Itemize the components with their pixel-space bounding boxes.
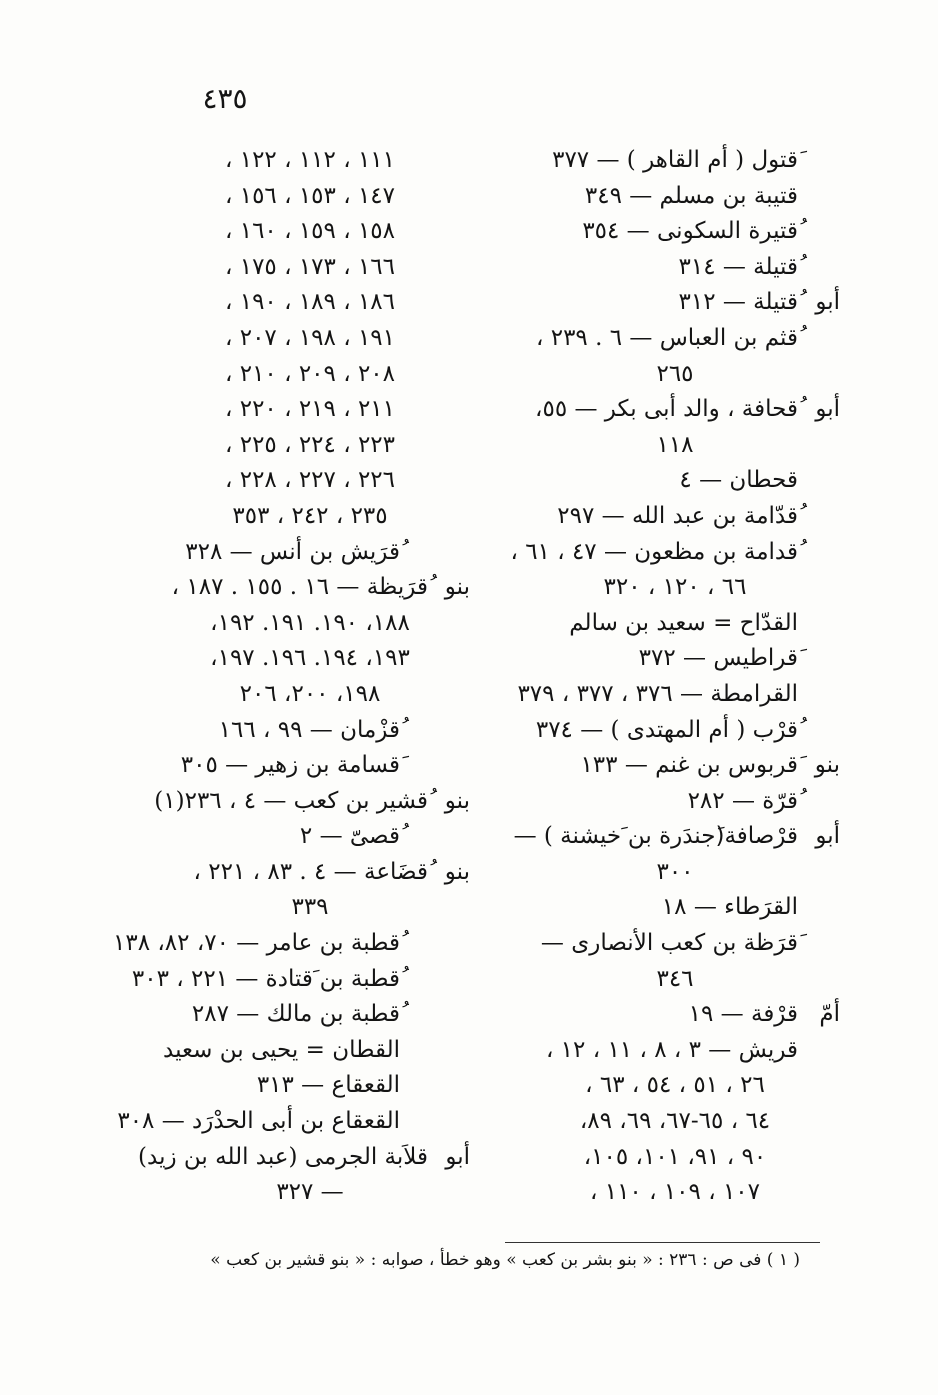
entry-text: ٢١١ ، ٢١٩ ، ٢٢٠ ،	[224, 396, 395, 423]
index-entry	[150, 250, 470, 286]
index-entry	[150, 392, 470, 428]
entry-text: القدّاح = سعيد بن سالم	[569, 609, 798, 636]
index-entry	[510, 214, 840, 250]
index-entry	[510, 1140, 840, 1176]
index-entry	[510, 677, 840, 713]
index-entry	[510, 713, 840, 749]
index-entry	[510, 250, 840, 286]
entry-text: ١٠٧ ، ١٠٩ ، ١١٠ ،	[589, 1179, 760, 1206]
index-entry	[150, 499, 470, 535]
entry-prefix: أبو	[815, 289, 840, 316]
index-entry	[510, 1175, 840, 1211]
entry-text: ُقرْب ( أم المهتدى ) — ٣٧٤	[535, 716, 798, 743]
entry-text: ُقحافة ، والد أبى بكر — ٥٥،	[535, 396, 798, 423]
entry-text: القرامطة — ٣٧٦ ، ٣٧٧ ، ٣٧٩	[517, 680, 798, 707]
entry-text: ُقتيرة السكونى — ٣٥٤	[582, 218, 798, 245]
entry-text: ٣٣٩	[291, 894, 329, 921]
index-entry	[510, 997, 840, 1033]
index-entry	[150, 819, 470, 855]
entry-text: ٦٦ ، ١٢٠ ، ٣٢٠	[603, 574, 747, 601]
entry-text: ١١١ ، ١١٢ ، ١٢٢ ،	[224, 147, 395, 173]
entry-text: قتيبة بن مسلم — ٣٤٩	[584, 182, 798, 209]
entry-text: ُقصىّ — ٢	[299, 823, 400, 850]
index-entry	[150, 890, 470, 926]
index-entry	[510, 357, 840, 393]
entry-text: ُقتيلة — ٣١٢	[678, 289, 798, 316]
entry-text: ١٦٦ ، ١٧٣ ، ١٧٥ ،	[224, 253, 395, 280]
index-entry	[150, 1068, 470, 1104]
index-entry	[510, 784, 840, 820]
index-entry	[150, 143, 470, 179]
index-entry	[150, 641, 470, 677]
index-entry	[510, 535, 840, 571]
entry-text: ُقدّامة بن عبد الله — ٢٩٧	[557, 502, 798, 529]
entry-text: ١٨٨، ١٩٠. ١٩١. ١٩٢،	[210, 609, 410, 636]
entry-text: ُقتيلة — ٣١٤	[678, 253, 798, 280]
index-entry	[510, 1068, 840, 1104]
index-entry	[510, 855, 840, 891]
index-entry	[510, 499, 840, 535]
footnote: ( ١ ) فى ص : ٢٣٦ : « بنو بشر بن كعب » وهو خطأ ، صوابه : « بنو قشير بن كعب »	[210, 1250, 800, 1270]
entry-prefix: بنو	[444, 858, 470, 885]
entry-text: ٩٠ ، ٩١، ١٠١، ١٠٥،	[583, 1143, 767, 1170]
entry-text: ١٩٣، ١٩٤. ١٩٦. ١٩٧،	[210, 645, 410, 672]
entry-text: قرْصافة(َجندَرة بن َخيشنة ) —	[513, 823, 798, 850]
entry-text: ١٤٧ ، ١٥٣ ، ١٥٦ ،	[224, 182, 395, 209]
entry-text: — ٣٢٧	[276, 1179, 344, 1206]
index-entry	[113, 926, 470, 962]
index-entry	[510, 641, 840, 677]
entry-text: َقتول ( أم القاهر ) — ٣٧٧	[552, 147, 798, 173]
index-entry	[510, 143, 840, 179]
entry-text: قحطان — ٤	[679, 467, 798, 494]
page-number: ٤٣٥	[202, 82, 248, 115]
index-entry	[150, 285, 470, 321]
index-entry	[150, 606, 470, 642]
index-entry	[150, 1175, 470, 1211]
entry-prefix: أبو	[815, 823, 840, 850]
entry-text: ُقرَيظة — ١٦ . ١٥٥ . ١٨٧ ،	[171, 574, 428, 601]
index-entry	[510, 428, 840, 464]
entry-text: ُقطبة بن َقتادة — ٢٢١ ، ٣٠٣	[131, 965, 400, 992]
index-column-right	[510, 143, 840, 1211]
entry-text: ١٩٨، ٢٠٠، ٢٠٦	[239, 680, 381, 707]
entry-text: قريش — ٣ ، ٨ ، ١١ ، ١٢ ،	[545, 1036, 798, 1063]
entry-text: القعقاع — ٣١٣	[256, 1072, 400, 1099]
entry-text: ُقرَيش بن أنس — ٣٢٨	[185, 538, 400, 565]
footnote-divider	[505, 1242, 820, 1243]
index-column-left	[113, 143, 470, 1211]
index-entry	[510, 392, 840, 428]
entry-text: ُقضَاعة — ٤ . ٨٣ ، ٢٢١ ،	[193, 858, 428, 885]
entry-text: َقرَظة بن كعب الأنصارى —	[540, 930, 798, 957]
index-entry	[150, 214, 470, 250]
entry-text: ١٨٦ ، ١٨٩ ، ١٩٠ ،	[224, 289, 395, 316]
entry-prefix: أبو	[445, 1143, 470, 1170]
index-entry	[150, 570, 470, 606]
index-entry	[150, 463, 470, 499]
index-entry	[510, 890, 840, 926]
entry-text: القعقاع بن أبى الحدْرَد — ٣٠٨	[117, 1108, 400, 1135]
index-entry	[510, 748, 840, 784]
entry-text: ١٩١ ، ١٩٨ ، ٢٠٧ ،	[224, 324, 395, 351]
entry-text: ٢٢٦ ، ٢٢٧ ، ٢٢٨ ،	[224, 467, 395, 494]
index-entry	[510, 570, 840, 606]
entry-text: ٢٦٥	[656, 360, 694, 387]
entry-prefix: أبو	[815, 396, 840, 423]
entry-text: ١٥٨ ، ١٥٩ ، ١٦٠ ،	[224, 218, 395, 245]
entry-text: قلاَبة الجرمى (عبد الله بن زيد)	[138, 1143, 428, 1170]
index-entry	[510, 285, 840, 321]
entry-prefix: بنو	[444, 574, 470, 601]
entry-text: ٢٢٣ ، ٢٢٤ ، ٢٢٥ ،	[224, 431, 395, 458]
entry-text: َقسامة بن زهير — ٣٠٥	[180, 752, 400, 779]
index-entry	[510, 1033, 840, 1069]
index-entry	[150, 713, 470, 749]
entry-text: ُقدامة بن مظعون — ٤٧ ، ٦١ ،	[510, 538, 798, 565]
entry-text: ٢٠٨ ، ٢٠٩ ، ٢١٠ ،	[224, 360, 395, 387]
entry-prefix: بنو	[814, 752, 840, 779]
entry-text: ٣٠٠	[656, 858, 694, 885]
index-entry	[510, 962, 840, 998]
index-entry	[510, 926, 840, 962]
entry-prefix: بنو	[444, 787, 470, 814]
index-entry	[150, 179, 470, 215]
index-entry	[510, 606, 840, 642]
index-entry	[510, 1104, 840, 1140]
entry-text: َقربوس بن غنم — ١٣٣	[580, 752, 798, 779]
entry-text: ُقرّة — ٢٨٢	[687, 787, 798, 814]
index-entry	[510, 179, 840, 215]
index-entry	[131, 962, 470, 998]
index-entry	[150, 784, 470, 820]
entry-text: ٦٤ ، ٦٥-٦٧، ٦٩، ٨٩،	[579, 1108, 771, 1135]
index-entry	[150, 1033, 470, 1069]
index-entry	[510, 819, 840, 855]
index-entry	[150, 535, 470, 571]
index-entry	[150, 855, 470, 891]
entry-text: القرَطاء — ١٨	[661, 894, 798, 921]
index-entry	[117, 1104, 470, 1140]
entry-text: ُقطبة بن مالك — ٢٨٧	[191, 1001, 400, 1028]
index-entry	[150, 677, 470, 713]
index-entry	[150, 357, 470, 393]
index-entry	[150, 321, 470, 357]
entry-text: ُقزْمان — ٩٩ ، ١٦٦	[218, 716, 400, 743]
entry-text: ٢٣٥ ، ٢٤٢ ، ٣٥٣	[232, 502, 388, 529]
entry-text: ُقطبة بن عامر — ٧٠، ٨٢، ١٣٨	[113, 930, 400, 957]
entry-text: ُقشير بن كعب — ٤ ، ٢٣٦(١)	[154, 787, 428, 814]
entry-text: ُقثم بن العباس — ٦ . ٢٣٩ ،	[535, 324, 798, 351]
entry-text: ٢٦ ، ٥١ ، ٥٤ ، ٦٣ ،	[585, 1072, 765, 1099]
entry-text: ١١٨	[656, 431, 694, 458]
entry-text: قرْفة — ١٩	[688, 1001, 798, 1028]
index-entry	[510, 321, 840, 357]
index-entry	[510, 463, 840, 499]
index-entry	[138, 1140, 470, 1176]
entry-prefix: أمّ	[819, 1001, 840, 1028]
index-entry	[150, 997, 470, 1033]
index-entry	[150, 428, 470, 464]
index-entry	[150, 748, 470, 784]
entry-text: ٣٤٦	[656, 965, 694, 992]
entry-text: َقراطيس — ٣٧٢	[638, 645, 798, 672]
entry-text: القطان = يحيى بن سعيد	[163, 1036, 400, 1063]
